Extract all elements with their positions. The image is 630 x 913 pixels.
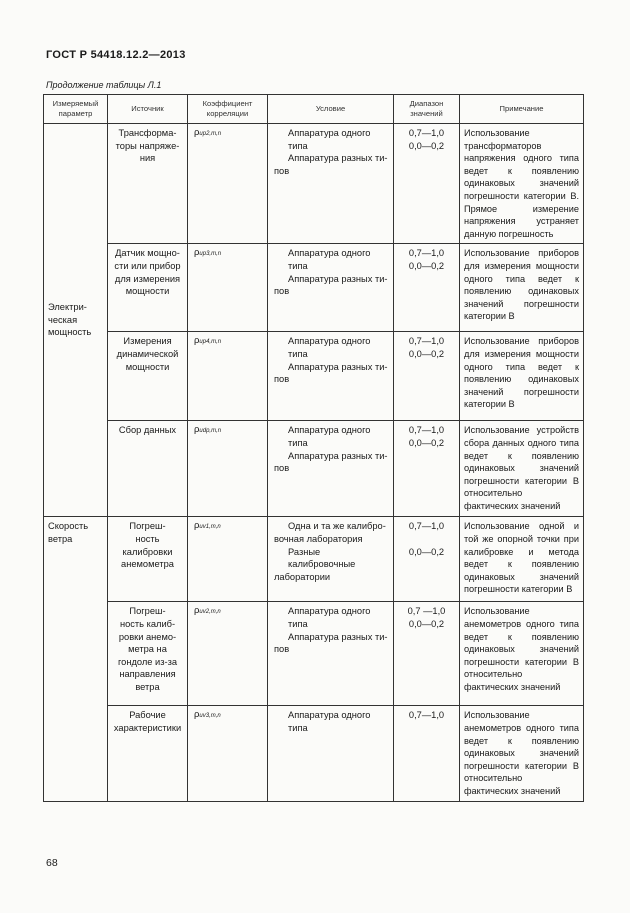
param-cell: Электри- ческая мощность (44, 124, 108, 517)
col-header-parameter: Измеряемый параметр (44, 95, 108, 124)
coefficient-symbol: ρ (194, 424, 200, 436)
condition-line: Аппаратура разных ти- (288, 361, 388, 372)
range-value: 0,0—0,2 (408, 140, 445, 151)
note-cell: Использование анемометров одного типа ведет к появлению одинаковых значений погрешности категории В относительно фактических значений (460, 706, 584, 801)
condition-line: пов (274, 463, 290, 474)
table-row (44, 124, 584, 244)
condition-line: вочная лаборатория (274, 533, 363, 544)
range-cell (394, 517, 460, 602)
source-cell: Погреш- ность калиб- ровки анемо- метра на гондоле из-за направления ветра (108, 602, 188, 706)
range-value: 0,7—1,0 (408, 521, 445, 532)
coefficient-subscript: udp,m,n (199, 428, 222, 435)
range-value: 0,0—0,2 (408, 437, 445, 448)
col-header-condition: Условие (268, 95, 394, 124)
range-cell (394, 244, 460, 332)
condition-line: пов (274, 644, 290, 655)
condition-line: Аппаратура одного типа (288, 128, 371, 151)
source-cell: Датчик мощно- сти или прибор для измерения мощности (108, 244, 188, 332)
col-header-coefficient: Коэффициент корреляции (188, 95, 268, 124)
coefficient-subscript: uv3,m,n (199, 713, 221, 720)
range-cell (394, 602, 460, 706)
source-cell: Сбор данных (108, 421, 188, 517)
condition-cell (268, 602, 394, 706)
table-row (44, 706, 584, 801)
coefficient-symbol: ρ (194, 709, 200, 721)
note-cell: Использование приборов для измерения мощности одного типа ведет к появлению одинаковых значений погрешности категории В (460, 244, 584, 332)
coefficient-symbol: ρ (194, 247, 200, 259)
condition-line: Аппаратура одного типа (288, 336, 371, 359)
coefficient-subscript: up2,m,n (199, 131, 222, 137)
source-cell: Погреш- ность калибровки анемометра (108, 517, 188, 602)
condition-line: Одна и та же калибро- (288, 521, 386, 532)
col-header-range: Диапазон значений (394, 95, 460, 124)
condition-line: Аппаратура разных ти- (288, 450, 388, 461)
source-cell: Рабочие характеристики (108, 706, 188, 801)
coefficient-subscript: uv2,m,n (199, 609, 221, 616)
coefficient-cell (188, 332, 268, 421)
condition-cell (268, 332, 394, 421)
param-cell: Скорость ветра (44, 517, 108, 801)
table-row (44, 244, 584, 332)
data-table (43, 94, 584, 802)
coefficient-symbol: ρ (194, 520, 200, 532)
range-value: 0,7—1,0 (408, 248, 445, 259)
range-value: 0,0—0,2 (408, 260, 445, 271)
range-value: 0,7 —1,0 (407, 606, 446, 617)
coefficient-subscript: up4,m,n (199, 339, 222, 346)
table-continuation-caption: Продолжение таблицы Л.1 (46, 80, 162, 90)
range-value: 0,7—1,0 (408, 425, 445, 436)
table-row (44, 332, 584, 421)
condition-line: пов (274, 165, 290, 176)
document-header: ГОСТ Р 54418.12.2—2013 (46, 49, 186, 61)
coefficient-symbol: ρ (194, 127, 200, 138)
table-row (44, 602, 584, 706)
coefficient-cell (188, 517, 268, 602)
condition-line: Аппаратура одного типа (288, 248, 371, 271)
range-value: 0,0—0,2 (408, 546, 445, 557)
coefficient-cell (188, 602, 268, 706)
source-cell: Трансформа- торы напряже- ния (108, 124, 188, 244)
condition-cell (268, 244, 394, 332)
condition-line: Аппаратура одного типа (288, 710, 371, 733)
coefficient-symbol: ρ (194, 335, 200, 347)
condition-line: Аппаратура разных ти- (288, 153, 388, 164)
note-cell: Использование приборов для измерения мощности одного типа ведет к появлению одинаковых значений погрешности категории В (460, 332, 584, 421)
table-row (44, 421, 584, 517)
note-cell: Использование устройств сбора данных одного типа ведет к появлению одинаковых значений погрешности категории В относительно фактических значений (460, 421, 584, 517)
range-value: 0,0—0,2 (408, 348, 445, 359)
condition-line: Аппаратура одного типа (288, 425, 371, 448)
note-cell: Использование одной и той же опорной точки при калибровке и метода ведет к появлению одинаковых значений погрешности категории В (460, 517, 584, 602)
page-number: 68 (46, 857, 58, 869)
condition-cell (268, 517, 394, 602)
source-cell: Измерения динамической мощности (108, 332, 188, 421)
condition-line: пов (274, 374, 290, 385)
table-row (44, 517, 584, 602)
range-value: 0,7—1,0 (408, 336, 445, 347)
coefficient-cell (188, 124, 268, 244)
range-cell (394, 706, 460, 801)
condition-cell (268, 421, 394, 517)
col-header-source: Источник (108, 95, 188, 124)
coefficient-cell (188, 244, 268, 332)
condition-cell (268, 124, 394, 244)
col-header-note: Примечание (460, 95, 584, 124)
condition-line: Разные калибровочные (288, 546, 356, 570)
range-cell (394, 421, 460, 517)
note-cell: Использование анемометров одного типа ведет к появлению одинаковых значений погрешности категории В относительно фактических значений (460, 602, 584, 706)
table-header-row (44, 95, 584, 124)
coefficient-symbol: ρ (194, 605, 200, 617)
coefficient-cell (188, 706, 268, 801)
coefficient-cell (188, 421, 268, 517)
range-value: 0,7—1,0 (408, 710, 445, 721)
coefficient-subscript: uv1,m,n (199, 524, 221, 531)
condition-line: лаборатории (274, 571, 331, 582)
condition-line: Аппаратура разных ти- (288, 273, 388, 284)
condition-line: пов (274, 286, 290, 297)
range-value: 0,0—0,2 (408, 618, 445, 629)
note-cell: Использование трансформаторов напряжения одного типа ведет к появлению одинаковых значений погрешности категории В. Прямое измерение напряжения устраняет данную погрешность (460, 124, 584, 244)
range-value: 0,7—1,0 (408, 128, 445, 138)
range-cell (394, 332, 460, 421)
coefficient-subscript: up3,m,n (199, 251, 222, 258)
condition-line: Аппаратура разных ти- (288, 631, 388, 642)
range-cell (394, 124, 460, 244)
condition-cell (268, 706, 394, 801)
condition-line: Аппаратура одного типа (288, 606, 371, 629)
